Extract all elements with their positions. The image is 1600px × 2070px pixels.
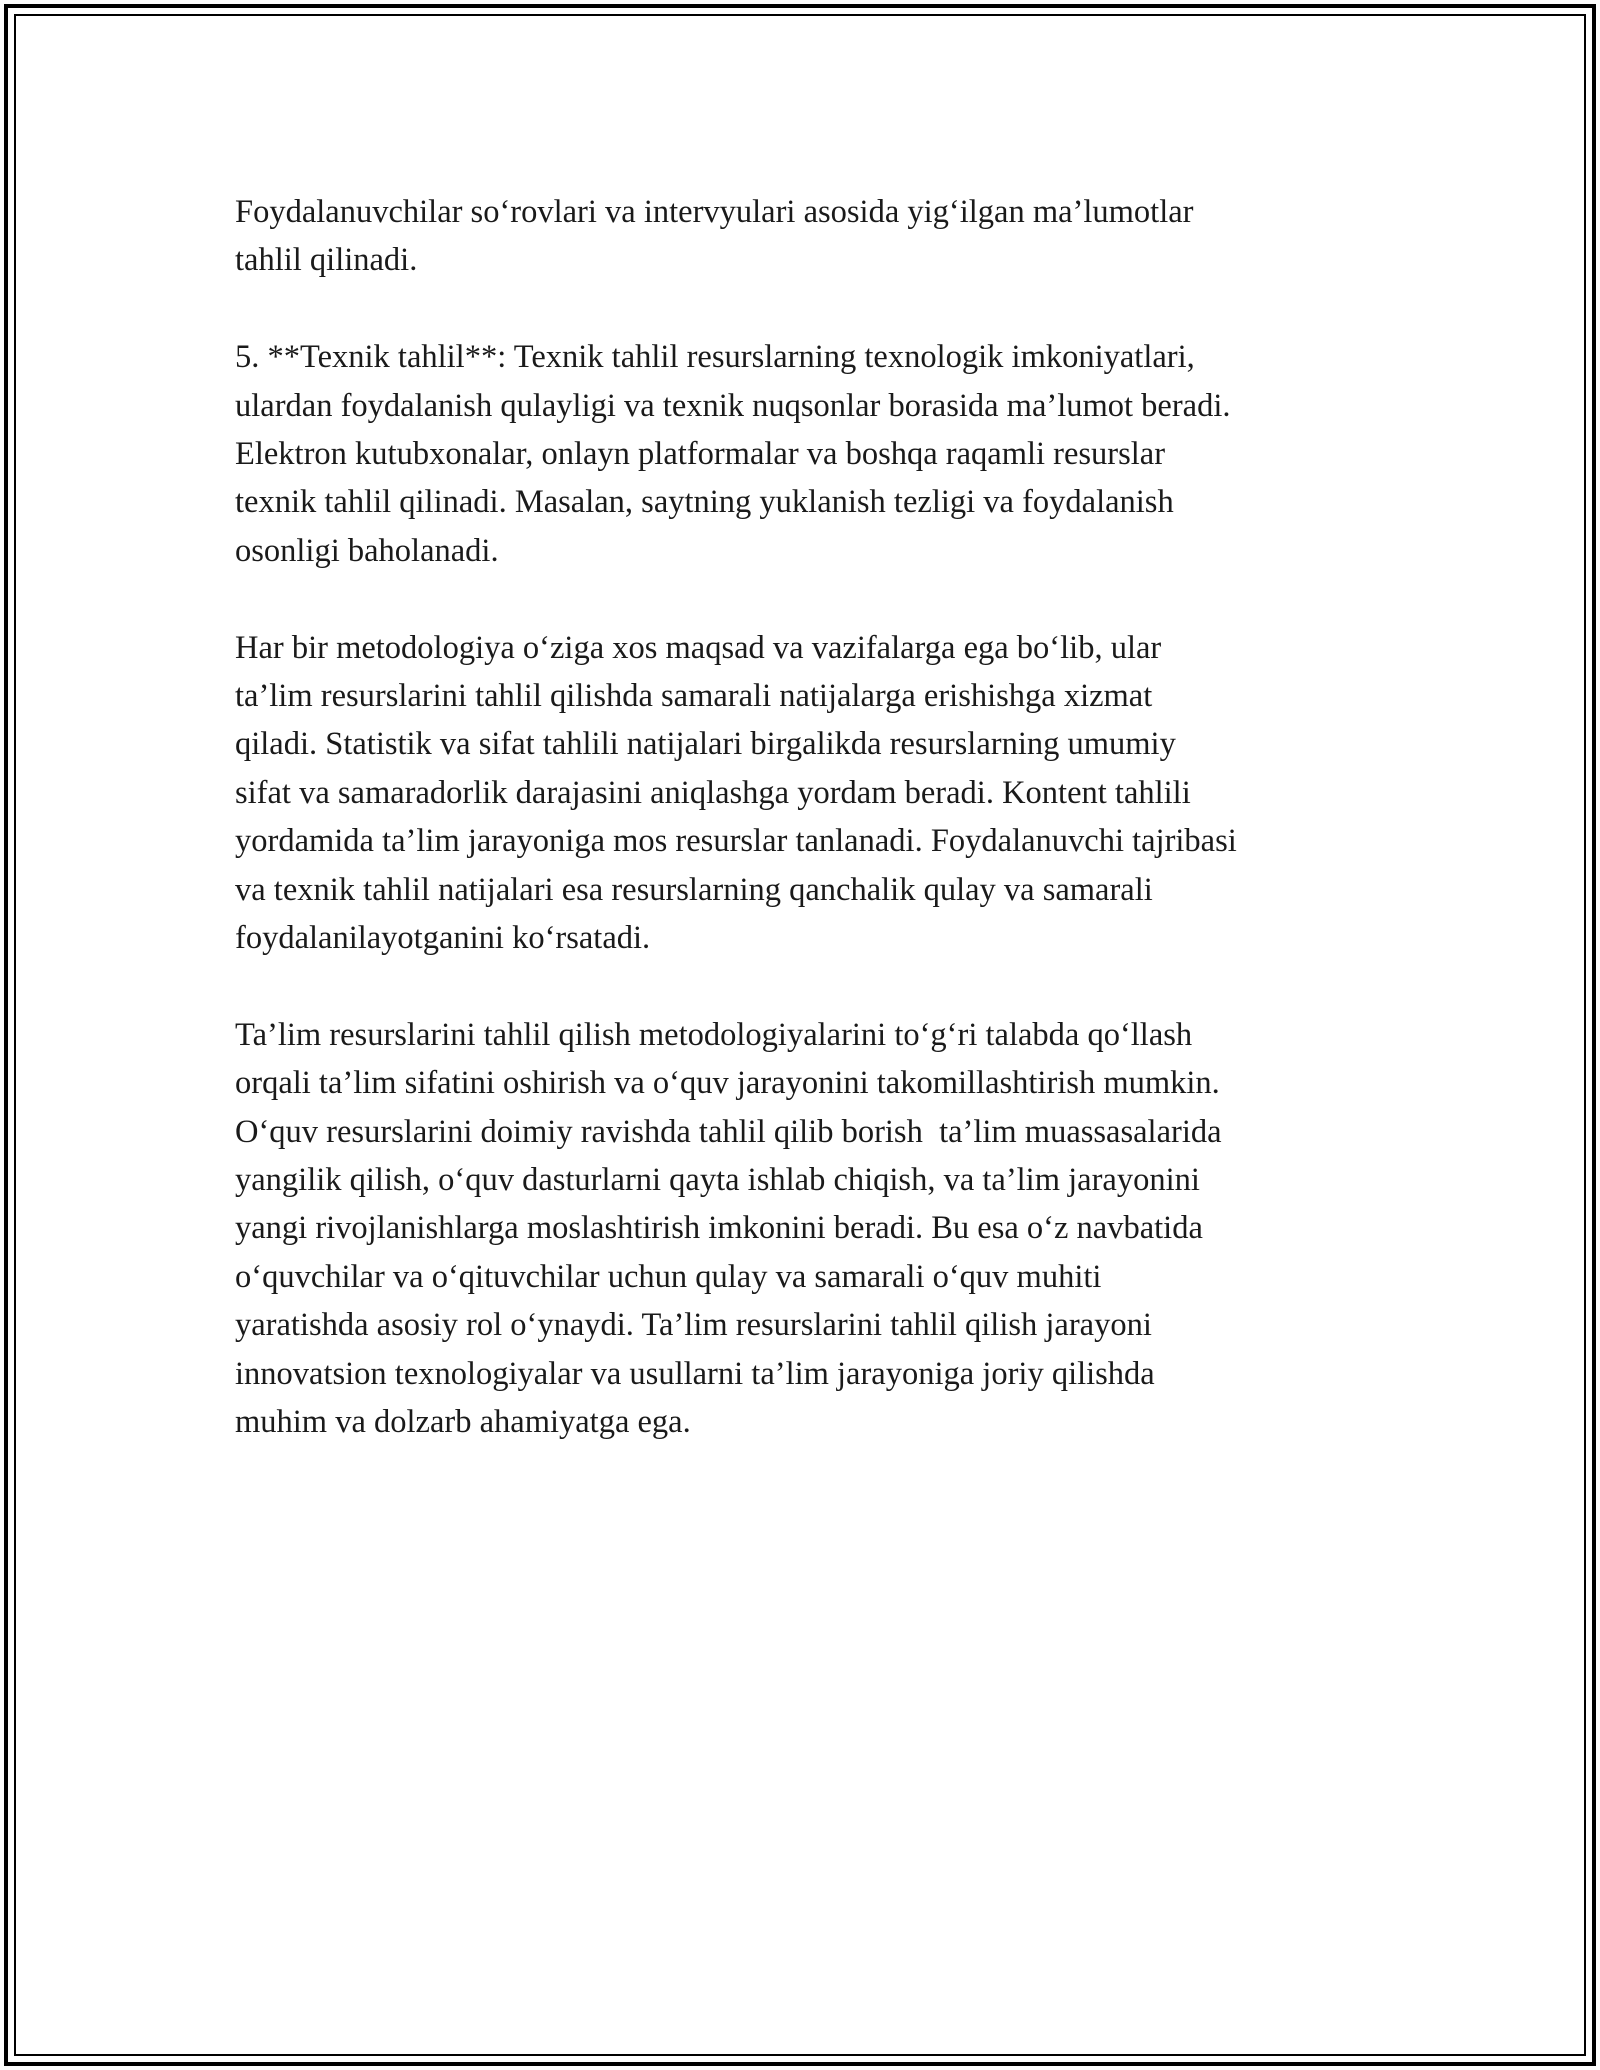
text-line: o‘quvchilar va o‘qituvchilar uchun qulay va samarali o‘quv muhiti [235,1258,1102,1295]
text-line: Elektron kutubxonalar, onlayn platformalar va boshqa raqamli resurslar [235,436,1166,473]
text-line: Har bir metodologiya o‘ziga xos maqsad va vazifalarga ega bo‘lib, ular [235,629,1162,666]
text-line: yangi rivojlanishlarga moslashtirish imkonini beradi. Bu esa o‘z navbatida [235,1210,1203,1247]
text-line: Foydalanuvchilar so‘rovlari va intervyulari asosida yig‘ilgan ma’lumotlar [235,194,1194,230]
text-line: muhim va dolzarb ahamiyatga ega. [235,1404,691,1441]
text-line: yaratishda asosiy rol o‘ynaydi. Ta’lim resurslarini tahlil qilish jarayoni [235,1307,1152,1344]
text-line: tahlil qilinadi. [235,242,418,279]
text-line: yangilik qilish, o‘quv dasturlarni qayta ishlab chiqish, va ta’lim jarayonini [235,1162,1200,1199]
document-body [235,188,1385,1495]
text-line: osonligi baholanadi. [235,532,499,569]
text-line: ulardan foydalanish qulayligi va texnik nuqsonlar borasida ma’lumot beradi. [235,387,1231,424]
text-line: foydalanilayotganini ko‘rsatadi. [235,920,651,957]
text-line: qiladi. Statistik va sifat tahlili natijalari birgalikda resurslarning umumiy [235,726,1176,763]
text-line: yordamida ta’lim jarayoniga mos resurslar tanlanadi. Foydalanuvchi tajribasi [235,823,1237,860]
text-line: orqali ta’lim sifatini oshirish va o‘quv jarayonini takomillashtirish mumkin. [235,1065,1220,1102]
paragraph [235,333,1385,575]
paragraph [235,624,1385,963]
text-line: 5. **Texnik tahlil**: Texnik tahlil resurslarning texnologik imkoniyatlari, [235,339,1195,376]
text-line: innovatsion texnologiyalar va usullarni ta’lim jarayoniga joriy qilishda [235,1355,1155,1392]
text-line: ta’lim resurslarini tahlil qilishda samarali natijalarga erishishga xizmat [235,678,1153,715]
text-line: O‘quv resurslarini doimiy ravishda tahlil qilib borish ta’lim muassasalarida [235,1113,1222,1150]
paragraph [235,188,1385,285]
text-line: sifat va samaradorlik darajasini aniqlashga yordam beradi. Kontent tahlili [235,774,1191,811]
text-line: Ta’lim resurslarini tahlil qilish metodologiyalarini to‘g‘ri talabda qo‘llash [235,1016,1193,1053]
text-line: va texnik tahlil natijalari esa resurslarning qanchalik qulay va samarali [235,871,1153,908]
paragraph [235,1011,1385,1447]
text-line: texnik tahlil qilinadi. Masalan, saytning yuklanish tezligi va foydalanish [235,484,1174,521]
